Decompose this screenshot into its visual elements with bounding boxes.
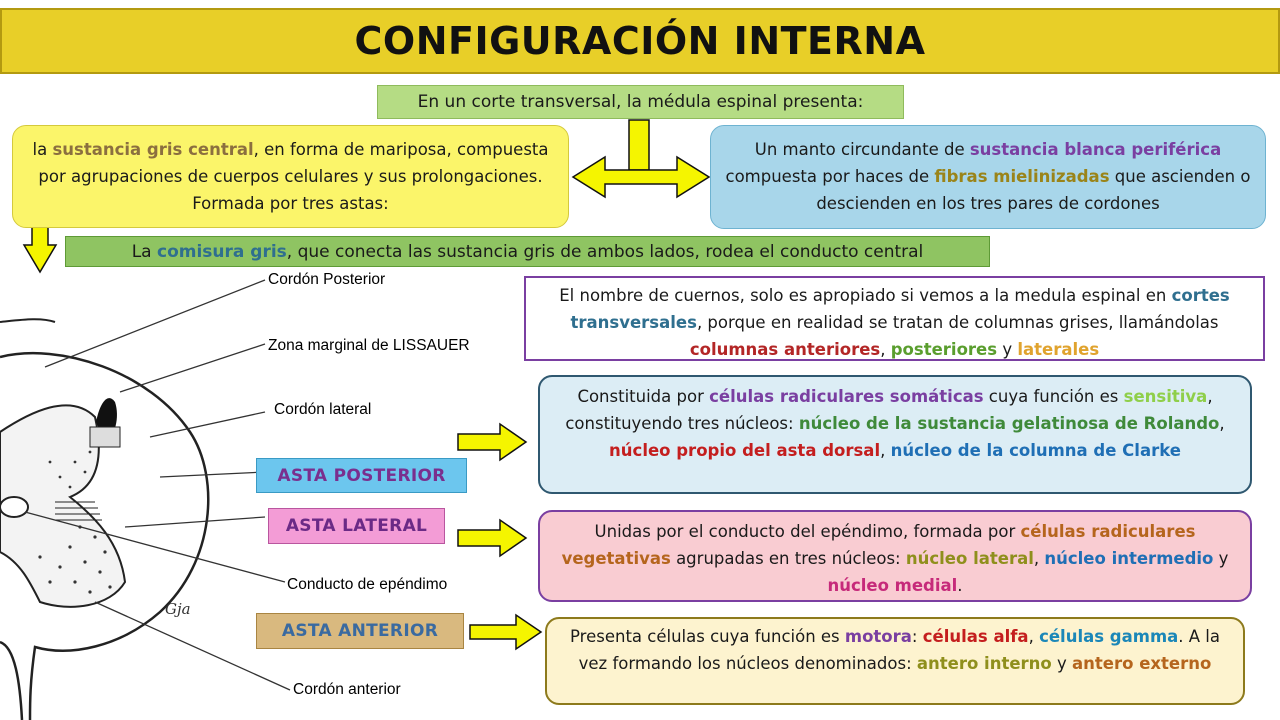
- highlight-posteriores: posteriores: [890, 340, 998, 359]
- text-run: agrupadas en tres núcleos:: [670, 549, 906, 568]
- highlight-gris-central: sustancia gris central: [52, 140, 254, 159]
- white-substance-box: [710, 125, 1266, 229]
- asta-lateral-box: [538, 510, 1252, 602]
- asta-anterior-box: [545, 617, 1245, 705]
- highlight-nucleo-lateral: núcleo lateral: [905, 549, 1034, 568]
- text-run: Unidas por el conducto del epéndimo, formada por: [594, 522, 1021, 541]
- asta-anterior-label: ASTA ANTERIOR: [256, 613, 464, 649]
- text-run: , porque en realidad se tratan de columnas grises, llamándolas: [696, 313, 1219, 332]
- text-run: , en forma de mariposa, compuesta por agrupaciones de cuerpos celulares y sus prolongaciones. Formada por tres astas:: [38, 140, 549, 213]
- text-run: y: [1051, 654, 1073, 673]
- asta-posterior-label: ASTA POSTERIOR: [256, 458, 467, 493]
- highlight-anteriores: columnas anteriores: [689, 340, 881, 359]
- gray-substance-box: [12, 125, 569, 228]
- highlight-blanca-periferica: sustancia blanca periférica: [969, 140, 1222, 159]
- highlight-medial: núcleo medial: [827, 576, 958, 595]
- text-run: Un manto circundante de: [754, 140, 970, 159]
- highlight-cortes: cortes transversales: [570, 286, 1230, 332]
- text-run: .: [957, 576, 963, 595]
- text-run: y: [1213, 549, 1229, 568]
- label-cordon-posterior: Cordón Posterior: [268, 271, 386, 288]
- label-conducto: Conducto de epéndimo: [287, 576, 448, 593]
- label-zona-marginal: Zona marginal de LISSAUER: [268, 337, 470, 354]
- page-title: CONFIGURACIÓN INTERNA: [354, 19, 926, 63]
- highlight-intermedio: núcleo intermedio: [1044, 549, 1214, 568]
- highlight-fibras: fibras mielinizadas: [934, 167, 1110, 186]
- highlight-somaticas: células radiculares somáticas: [709, 387, 984, 406]
- text-run: ,: [880, 340, 891, 359]
- highlight-comisura: comisura gris: [157, 241, 287, 262]
- highlight-clarke: núcleo de la columna de Clarke: [890, 441, 1181, 460]
- text-run: que ascienden o descienden en los tres pares de cordones: [816, 167, 1251, 213]
- text-run: Presenta células cuya función es: [570, 627, 845, 646]
- text-run: . A la vez formando los núcleos denominados:: [578, 627, 1220, 673]
- highlight-asta-dorsal: núcleo propio del asta dorsal: [609, 441, 881, 460]
- label-cordon-lateral: Cordón lateral: [274, 401, 372, 418]
- highlight-alfa: células alfa: [922, 627, 1029, 646]
- cuernos-box: [524, 276, 1265, 361]
- text-run: ,: [880, 441, 891, 460]
- text-run: ,: [1033, 549, 1045, 568]
- text-run: y: [997, 340, 1018, 359]
- text-run: , que conecta las sustancia gris de ambos lados, rodea el conducto central: [286, 241, 924, 262]
- highlight-vegetativas: células radiculares vegetativas: [561, 522, 1196, 568]
- asta-lateral-label: ASTA LATERAL: [268, 508, 445, 544]
- highlight-laterales: laterales: [1017, 340, 1100, 359]
- highlight-sensitiva: sensitiva: [1123, 387, 1208, 406]
- text-run: :: [911, 627, 923, 646]
- text-run: ,: [1028, 627, 1040, 646]
- text-run: la: [32, 140, 53, 159]
- intro-text: En un corte transversal, la médula espinal presenta:: [417, 92, 864, 112]
- text-run: La: [131, 241, 157, 262]
- asta-posterior-box: [538, 375, 1252, 494]
- text-run: Constituida por: [577, 387, 710, 406]
- highlight-rolando: núcleo de la sustancia gelatinosa de Rolando: [798, 414, 1220, 433]
- intro-stem-arrow: [629, 120, 649, 170]
- highlight-antero-interno: antero interno: [916, 654, 1052, 673]
- highlight-gamma: células gamma: [1039, 627, 1179, 646]
- text-run: cuya función es: [983, 387, 1124, 406]
- highlight-antero-externo: antero externo: [1072, 654, 1212, 673]
- signature-text: Gja: [165, 600, 191, 618]
- text-run: , constituyendo tres núcleos:: [565, 387, 1213, 433]
- text-run: ,: [1219, 414, 1225, 433]
- text-run: compuesta por haces de: [725, 167, 935, 186]
- text-run: El nombre de cuernos, solo es apropiado si vemos a la medula espinal en: [559, 286, 1172, 305]
- highlight-motora: motora: [844, 627, 912, 646]
- label-cordon-anterior: Cordón anterior: [293, 681, 401, 698]
